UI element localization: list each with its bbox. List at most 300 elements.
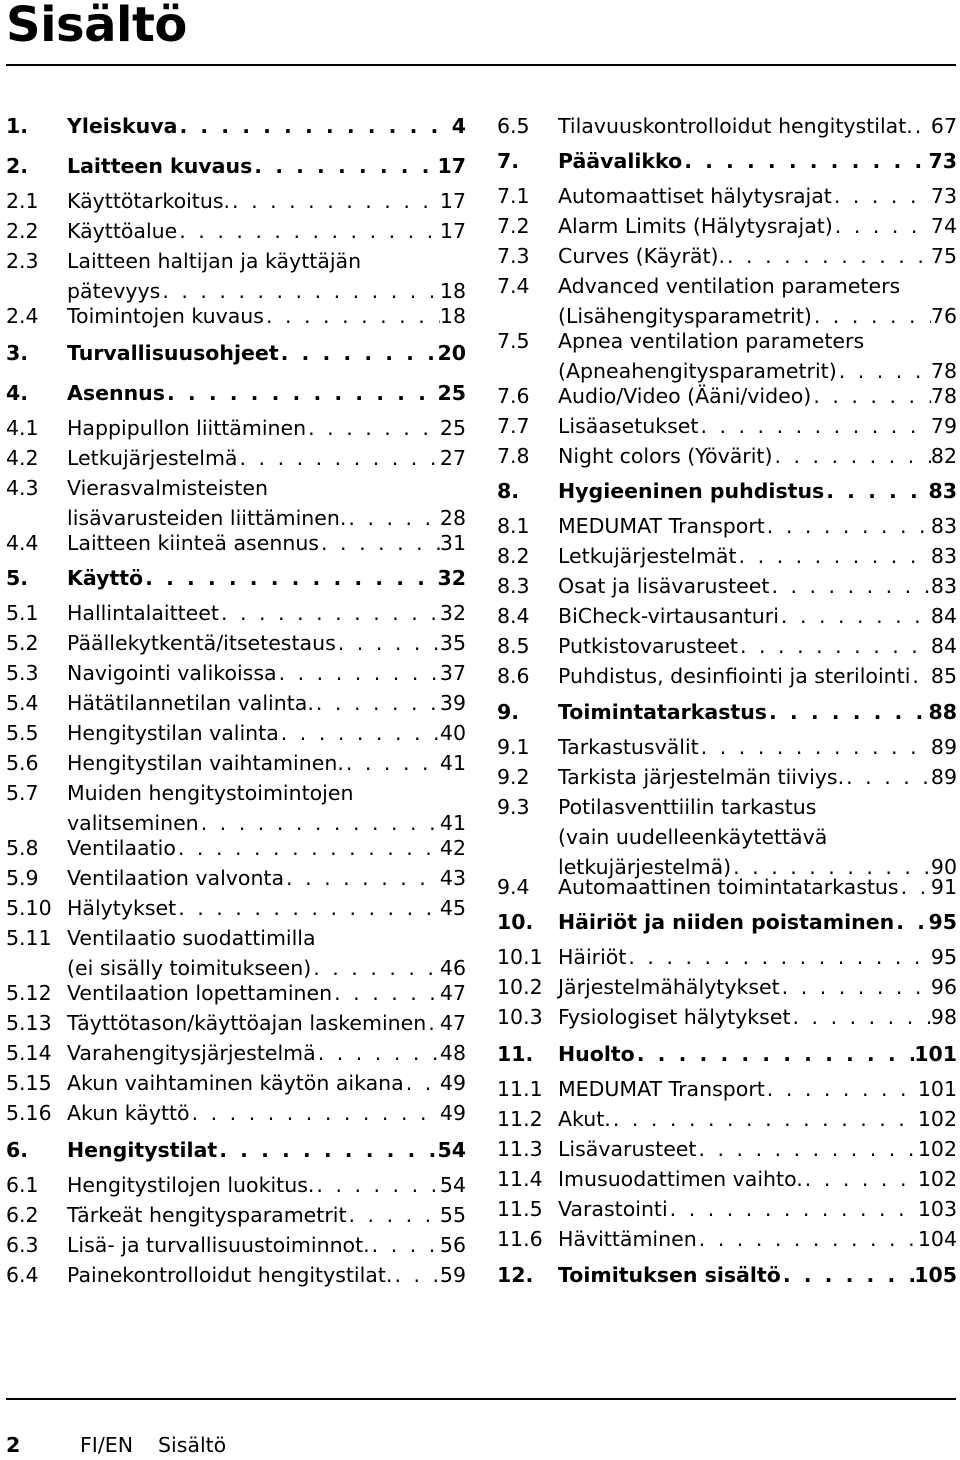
leader-dots bbox=[737, 541, 931, 571]
toc-number: 11.1 bbox=[497, 1077, 543, 1101]
toc-number: 4.2 bbox=[6, 446, 39, 470]
toc-label: Toimintatarkastus bbox=[558, 700, 767, 724]
toc-number: 5.12 bbox=[6, 981, 52, 1005]
leader-dots bbox=[696, 1134, 917, 1164]
toc-entry[interactable] bbox=[6, 1230, 466, 1260]
toc-entry[interactable] bbox=[497, 942, 957, 972]
leader-dots bbox=[894, 907, 928, 937]
toc-number: 7. bbox=[497, 149, 520, 173]
toc-number: 10.2 bbox=[497, 975, 543, 999]
toc-page-number: 79 bbox=[930, 414, 957, 438]
toc-number: 5.10 bbox=[6, 896, 52, 920]
toc-label-continued: valitseminen bbox=[67, 811, 199, 835]
toc-entry[interactable] bbox=[497, 1134, 957, 1164]
leader-dots bbox=[699, 732, 931, 762]
toc-page-number: 95 bbox=[930, 945, 957, 969]
toc-line bbox=[6, 658, 466, 688]
toc-label: Hallintalaitteet bbox=[67, 601, 219, 625]
toc-label: Navigointi valikoissa bbox=[67, 661, 277, 685]
toc-number: 5.1 bbox=[6, 601, 39, 625]
toc-label-continued: (Apneahengitysparametrit) bbox=[558, 359, 837, 383]
toc-entry[interactable] bbox=[6, 473, 466, 533]
leader-dots bbox=[772, 441, 930, 471]
toc-entry[interactable] bbox=[497, 872, 957, 902]
leader-dots bbox=[899, 872, 931, 902]
toc-line bbox=[497, 661, 957, 691]
toc-entry[interactable] bbox=[6, 301, 466, 331]
toc-entry[interactable] bbox=[497, 1104, 957, 1134]
toc-page-number: 18 bbox=[439, 279, 466, 303]
toc-page-number: 75 bbox=[930, 244, 957, 268]
toc-line bbox=[6, 473, 466, 503]
toc-page-number: 49 bbox=[439, 1071, 466, 1095]
toc-label: Yleiskuva bbox=[67, 114, 178, 138]
toc-label: Letkujärjestelmä bbox=[67, 446, 238, 470]
toc-entry[interactable] bbox=[497, 661, 957, 691]
toc-number: 5.11 bbox=[6, 926, 52, 950]
toc-line bbox=[6, 1098, 466, 1128]
toc-line bbox=[497, 181, 957, 211]
leader-dots bbox=[913, 111, 931, 141]
toc-number: 7.6 bbox=[497, 384, 530, 408]
toc-entry[interactable] bbox=[6, 688, 466, 718]
toc-page-number: 17 bbox=[439, 219, 466, 243]
toc-number: 6.1 bbox=[6, 1173, 39, 1197]
toc-number: 6. bbox=[6, 1138, 29, 1162]
toc-entry[interactable] bbox=[6, 413, 466, 443]
toc-label-continued: pätevyys bbox=[67, 279, 161, 303]
toc-page-number: 28 bbox=[439, 506, 466, 530]
toc-entry[interactable] bbox=[6, 778, 466, 838]
toc-entry[interactable] bbox=[6, 246, 466, 306]
toc-entry[interactable] bbox=[497, 1224, 957, 1254]
toc-label: Tarkastusvälit bbox=[558, 735, 699, 759]
toc-entry[interactable] bbox=[497, 631, 957, 661]
toc-entry[interactable] bbox=[497, 241, 957, 271]
toc-entry[interactable] bbox=[6, 1170, 466, 1200]
leader-dots bbox=[165, 378, 438, 408]
toc-entry[interactable] bbox=[497, 732, 957, 762]
toc-section[interactable] bbox=[497, 146, 957, 176]
toc-section[interactable] bbox=[497, 1260, 957, 1290]
toc-label: Turvallisuusohjeet bbox=[67, 341, 279, 365]
toc-number: 5.5 bbox=[6, 721, 39, 745]
toc-page-number: 83 bbox=[930, 514, 957, 538]
toc-page-number: 74 bbox=[930, 214, 957, 238]
toc-page-number: 40 bbox=[439, 721, 466, 745]
toc-entry[interactable] bbox=[6, 893, 466, 923]
leader-dots bbox=[347, 1200, 440, 1230]
toc-line bbox=[6, 863, 466, 893]
toc-entry[interactable] bbox=[497, 181, 957, 211]
toc-entry[interactable] bbox=[6, 978, 466, 1008]
leader-dots bbox=[217, 1135, 437, 1165]
leader-dots bbox=[314, 688, 440, 718]
toc-number: 8.6 bbox=[497, 664, 530, 688]
toc-line bbox=[6, 1135, 466, 1165]
toc-label: Hengitystilat bbox=[67, 1138, 218, 1162]
toc-number: 6.4 bbox=[6, 1263, 39, 1287]
toc-page-number: 82 bbox=[930, 444, 957, 468]
toc-number: 9.3 bbox=[497, 795, 530, 819]
leader-dots bbox=[319, 528, 440, 558]
page-footer bbox=[6, 1430, 226, 1460]
toc-line bbox=[6, 628, 466, 658]
toc-line bbox=[497, 732, 957, 762]
leader-dots bbox=[277, 658, 440, 688]
leader-dots bbox=[765, 1074, 918, 1104]
toc-page-number: 43 bbox=[439, 866, 466, 890]
toc-page-number: 32 bbox=[437, 566, 466, 590]
toc-entry[interactable] bbox=[6, 833, 466, 863]
toc-line bbox=[6, 598, 466, 628]
toc-line bbox=[497, 1002, 957, 1032]
toc-page-number: 32 bbox=[439, 601, 466, 625]
toc-number: 8.5 bbox=[497, 634, 530, 658]
toc-page-number: 88 bbox=[928, 700, 957, 724]
toc-entry[interactable] bbox=[497, 271, 957, 331]
toc-entry[interactable] bbox=[6, 1008, 466, 1038]
toc-label: Lisäasetukset bbox=[558, 414, 699, 438]
toc-label: Happipullon liittäminen bbox=[67, 416, 307, 440]
leader-dots bbox=[635, 1039, 914, 1069]
toc-line bbox=[497, 601, 957, 631]
leader-dots bbox=[238, 443, 440, 473]
toc-label: Varahengitysjärjestelmä bbox=[67, 1041, 316, 1065]
leader-dots bbox=[725, 241, 931, 271]
toc-number: 11.2 bbox=[497, 1107, 543, 1131]
toc-line bbox=[6, 563, 466, 593]
toc-section[interactable] bbox=[497, 697, 957, 727]
toc-page-number: 46 bbox=[439, 956, 466, 980]
leader-dots bbox=[219, 598, 440, 628]
toc-entry[interactable] bbox=[6, 528, 466, 558]
leader-dots bbox=[781, 1260, 914, 1290]
toc-number: 5.14 bbox=[6, 1041, 52, 1065]
toc-number: 2.4 bbox=[6, 304, 39, 328]
toc-line bbox=[497, 792, 957, 822]
toc-line bbox=[6, 1038, 466, 1068]
leader-dots bbox=[910, 661, 931, 691]
toc-number: 10.1 bbox=[497, 945, 543, 969]
toc-page-number: 4 bbox=[451, 114, 466, 138]
leader-dots bbox=[252, 151, 437, 181]
toc-page-number: 41 bbox=[439, 751, 466, 775]
leader-dots bbox=[279, 338, 438, 368]
toc-number: 5.15 bbox=[6, 1071, 52, 1095]
toc-entry[interactable] bbox=[497, 541, 957, 571]
toc-entry[interactable] bbox=[6, 923, 466, 983]
toc-section[interactable] bbox=[6, 378, 466, 408]
toc-line bbox=[497, 111, 957, 141]
toc-page-number: 17 bbox=[439, 189, 466, 213]
toc-page-number: 73 bbox=[930, 184, 957, 208]
toc-entry[interactable] bbox=[497, 1164, 957, 1194]
toc-label: Toimituksen sisältö bbox=[558, 1263, 781, 1287]
toc-line bbox=[6, 413, 466, 443]
toc-page-number: 47 bbox=[439, 981, 466, 1005]
toc-number: 10.3 bbox=[497, 1005, 543, 1029]
toc-number: 5.6 bbox=[6, 751, 39, 775]
toc-entry[interactable] bbox=[6, 658, 466, 688]
leader-dots bbox=[314, 1170, 440, 1200]
toc-entry[interactable] bbox=[497, 111, 957, 141]
toc-line bbox=[6, 443, 466, 473]
toc-number: 7.3 bbox=[497, 244, 530, 268]
toc-number: 2.2 bbox=[6, 219, 39, 243]
toc-label: Hengitystilan vaihtaminen. bbox=[67, 751, 344, 775]
toc-page-number: 95 bbox=[928, 910, 957, 934]
toc-page-number: 76 bbox=[930, 304, 957, 328]
toc-number: 8.3 bbox=[497, 574, 530, 598]
toc-entry[interactable] bbox=[6, 598, 466, 628]
toc-page-number: 20 bbox=[437, 341, 466, 365]
toc-page-number: 73 bbox=[928, 149, 957, 173]
toc-label: Häiriöt ja niiden poistaminen bbox=[558, 910, 895, 934]
toc-page-number: 83 bbox=[928, 479, 957, 503]
toc-number: 4. bbox=[6, 381, 29, 405]
page-title: Sisältö bbox=[6, 0, 187, 53]
toc-number: 6.2 bbox=[6, 1203, 39, 1227]
toc-number: 3. bbox=[6, 341, 29, 365]
toc-page-number: 17 bbox=[437, 154, 466, 178]
toc-line bbox=[497, 1164, 957, 1194]
toc-section[interactable] bbox=[6, 338, 466, 368]
toc-label: Toimintojen kuvaus bbox=[67, 304, 264, 328]
toc-line bbox=[6, 718, 466, 748]
toc-page-number: 98 bbox=[930, 1005, 957, 1029]
toc-page-number: 35 bbox=[439, 631, 466, 655]
toc-number: 5.2 bbox=[6, 631, 39, 655]
toc-page-number: 25 bbox=[437, 381, 466, 405]
toc-line bbox=[497, 411, 957, 441]
toc-label-continued: (vain uudelleenkäytettävä bbox=[558, 825, 828, 849]
toc-entry[interactable] bbox=[497, 326, 957, 386]
toc-label: Lisä- ja turvallisuustoiminnot. bbox=[67, 1233, 370, 1257]
toc-number: 5.9 bbox=[6, 866, 39, 890]
toc-entry[interactable] bbox=[497, 762, 957, 792]
toc-entry[interactable] bbox=[6, 1200, 466, 1230]
toc-page-number: 78 bbox=[930, 384, 957, 408]
toc-page-number: 25 bbox=[439, 416, 466, 440]
leader-dots bbox=[824, 476, 928, 506]
toc-label: Akun käyttö bbox=[67, 1101, 190, 1125]
toc-page-number: 102 bbox=[917, 1107, 957, 1131]
toc-section[interactable] bbox=[497, 1039, 957, 1069]
toc-page-number: 89 bbox=[930, 735, 957, 759]
toc-entry[interactable] bbox=[6, 718, 466, 748]
toc-label: Laitteen haltijan ja käyttäjän bbox=[67, 249, 362, 273]
toc-section[interactable] bbox=[6, 151, 466, 181]
toc-entry[interactable] bbox=[6, 1038, 466, 1068]
toc-line bbox=[6, 778, 466, 808]
leader-dots bbox=[803, 1164, 918, 1194]
toc-number: 12. bbox=[497, 1263, 534, 1287]
toc-page-number: 47 bbox=[439, 1011, 466, 1035]
toc-entry[interactable] bbox=[497, 571, 957, 601]
leader-dots bbox=[767, 697, 928, 727]
toc-line bbox=[497, 381, 957, 411]
leader-dots bbox=[844, 762, 931, 792]
toc-line bbox=[6, 338, 466, 368]
toc-line bbox=[6, 151, 466, 181]
toc-label: Akun vaihtaminen käytön aikana bbox=[67, 1071, 404, 1095]
toc-entry[interactable] bbox=[497, 1194, 957, 1224]
toc-entry[interactable] bbox=[497, 381, 957, 411]
toc-label: Apnea ventilation parameters bbox=[558, 329, 865, 353]
leader-dots bbox=[779, 601, 931, 631]
toc-entry[interactable] bbox=[497, 972, 957, 1002]
leader-dots bbox=[832, 181, 931, 211]
toc-label: Painekontrolloidut hengitystilat. bbox=[67, 1263, 393, 1287]
toc-line bbox=[497, 1104, 957, 1134]
toc-number: 7.1 bbox=[497, 184, 530, 208]
toc-page-number: 83 bbox=[930, 574, 957, 598]
toc-section[interactable] bbox=[497, 907, 957, 937]
toc-line bbox=[6, 1230, 466, 1260]
toc-label: MEDUMAT Transport bbox=[558, 514, 765, 538]
toc-line bbox=[497, 476, 957, 506]
toc-line bbox=[497, 972, 957, 1002]
toc-label: Hygieeninen puhdistus bbox=[558, 479, 825, 503]
toc-entry[interactable] bbox=[497, 1074, 957, 1104]
leader-dots bbox=[811, 381, 931, 411]
toc-label-continued: lisävarusteiden liittäminen. bbox=[67, 506, 347, 530]
toc-entry[interactable] bbox=[497, 601, 957, 631]
toc-label: MEDUMAT Transport bbox=[558, 1077, 765, 1101]
toc-label: Hävittäminen bbox=[558, 1227, 697, 1251]
toc-page-number: 85 bbox=[930, 664, 957, 688]
toc-label: Tärkeät hengitysparametrit bbox=[67, 1203, 347, 1227]
toc-label: Advanced ventilation parameters bbox=[558, 274, 901, 298]
toc-line bbox=[497, 1194, 957, 1224]
toc-label: Akut. bbox=[558, 1107, 611, 1131]
leader-dots bbox=[765, 511, 931, 541]
toc-line bbox=[497, 1039, 957, 1069]
toc-number: 9.4 bbox=[497, 875, 530, 899]
toc-page-number: 67 bbox=[930, 114, 957, 138]
toc-line bbox=[497, 872, 957, 902]
toc-page-number: 27 bbox=[439, 446, 466, 470]
toc-label: Vierasvalmisteisten bbox=[67, 476, 268, 500]
toc-number: 7.7 bbox=[497, 414, 530, 438]
toc-entry[interactable] bbox=[497, 211, 957, 241]
leader-dots bbox=[697, 1224, 918, 1254]
toc-label: Käyttötarkoitus. bbox=[67, 189, 231, 213]
toc-label: Imusuodattimen vaihto. bbox=[558, 1167, 803, 1191]
toc-section[interactable] bbox=[6, 1135, 466, 1165]
toc-line bbox=[6, 111, 466, 141]
toc-label: Huolto bbox=[558, 1042, 635, 1066]
toc-line bbox=[6, 1260, 466, 1290]
toc-entry[interactable] bbox=[6, 1260, 466, 1290]
toc-label: Audio/Video (Ääni/video) bbox=[558, 384, 812, 408]
toc-line bbox=[497, 762, 957, 792]
leader-dots bbox=[264, 301, 440, 331]
toc-entry[interactable] bbox=[6, 216, 466, 246]
toc-label: Fysiologiset hälytykset bbox=[558, 1005, 791, 1029]
toc-entry[interactable] bbox=[6, 748, 466, 778]
toc-entry[interactable] bbox=[497, 441, 957, 471]
toc-label: Letkujärjestelmät bbox=[558, 544, 737, 568]
leader-dots bbox=[336, 628, 440, 658]
toc-label: Päällekytkentä/itsetestaus bbox=[67, 631, 336, 655]
toc-label: Curves (Käyrät). bbox=[558, 244, 725, 268]
toc-label: Ventilaatio suodattimilla bbox=[67, 926, 316, 950]
toc-label: Osat ja lisävarusteet bbox=[558, 574, 770, 598]
toc-page-number: 18 bbox=[439, 304, 466, 328]
toc-entry[interactable] bbox=[497, 792, 957, 882]
toc-page-number: 31 bbox=[439, 531, 466, 555]
toc-page-number: 104 bbox=[917, 1227, 957, 1251]
toc-page-number: 83 bbox=[930, 544, 957, 568]
toc-entry[interactable] bbox=[6, 443, 466, 473]
toc-entry[interactable] bbox=[6, 1098, 466, 1128]
leader-dots bbox=[404, 1068, 440, 1098]
leader-dots bbox=[177, 111, 451, 141]
toc-entry[interactable] bbox=[497, 411, 957, 441]
toc-entry[interactable] bbox=[497, 1002, 957, 1032]
toc-number: 7.4 bbox=[497, 274, 530, 298]
toc-page-number: 56 bbox=[439, 1233, 466, 1257]
toc-label-continued: letkujärjestelmä) bbox=[558, 855, 732, 879]
leader-dots bbox=[833, 211, 931, 241]
toc-page-number: 41 bbox=[439, 811, 466, 835]
leader-dots bbox=[682, 146, 928, 176]
footer-language: FI/EN bbox=[80, 1433, 134, 1457]
toc-number: 5.7 bbox=[6, 781, 39, 805]
toc-number: 11.5 bbox=[497, 1197, 543, 1221]
toc-line bbox=[497, 271, 957, 301]
toc-label: Hätätilannetilan valinta. bbox=[67, 691, 314, 715]
toc-line bbox=[6, 923, 466, 953]
toc-line bbox=[497, 1260, 957, 1290]
toc-section[interactable] bbox=[6, 563, 466, 593]
toc-page-number: 101 bbox=[917, 1077, 957, 1101]
leader-dots bbox=[316, 1038, 440, 1068]
toc-entry[interactable] bbox=[6, 863, 466, 893]
toc-number: 8. bbox=[497, 479, 520, 503]
toc-section[interactable] bbox=[497, 476, 957, 506]
toc-line bbox=[497, 511, 957, 541]
toc-number: 11.3 bbox=[497, 1137, 543, 1161]
toc-label-continued: (Lisähengitysparametrit) bbox=[558, 304, 812, 328]
toc-entry[interactable] bbox=[6, 186, 466, 216]
toc-page-number: 89 bbox=[930, 765, 957, 789]
toc-page-number: 78 bbox=[930, 359, 957, 383]
footer-page-number: 2 bbox=[6, 1433, 21, 1457]
toc-number: 7.5 bbox=[497, 329, 530, 353]
toc-entry[interactable] bbox=[6, 628, 466, 658]
toc-label: Muiden hengitystoimintojen bbox=[67, 781, 354, 805]
leader-dots bbox=[392, 1260, 439, 1290]
toc-line bbox=[497, 907, 957, 937]
toc-section[interactable] bbox=[6, 111, 466, 141]
toc-page-number: 90 bbox=[930, 855, 957, 879]
toc-entry[interactable] bbox=[497, 511, 957, 541]
toc-entry[interactable] bbox=[6, 1068, 466, 1098]
toc-label: Tarkista järjestelmän tiiviys. bbox=[558, 765, 845, 789]
leader-dots bbox=[370, 1230, 440, 1260]
toc-label: Ventilaatio bbox=[67, 836, 176, 860]
toc-line bbox=[497, 942, 957, 972]
toc-line bbox=[6, 1068, 466, 1098]
toc-label: Hengitystilojen luokitus. bbox=[67, 1173, 315, 1197]
toc-number: 6.5 bbox=[497, 114, 530, 138]
leader-dots bbox=[426, 1008, 440, 1038]
toc-line bbox=[6, 688, 466, 718]
toc-line bbox=[6, 1008, 466, 1038]
